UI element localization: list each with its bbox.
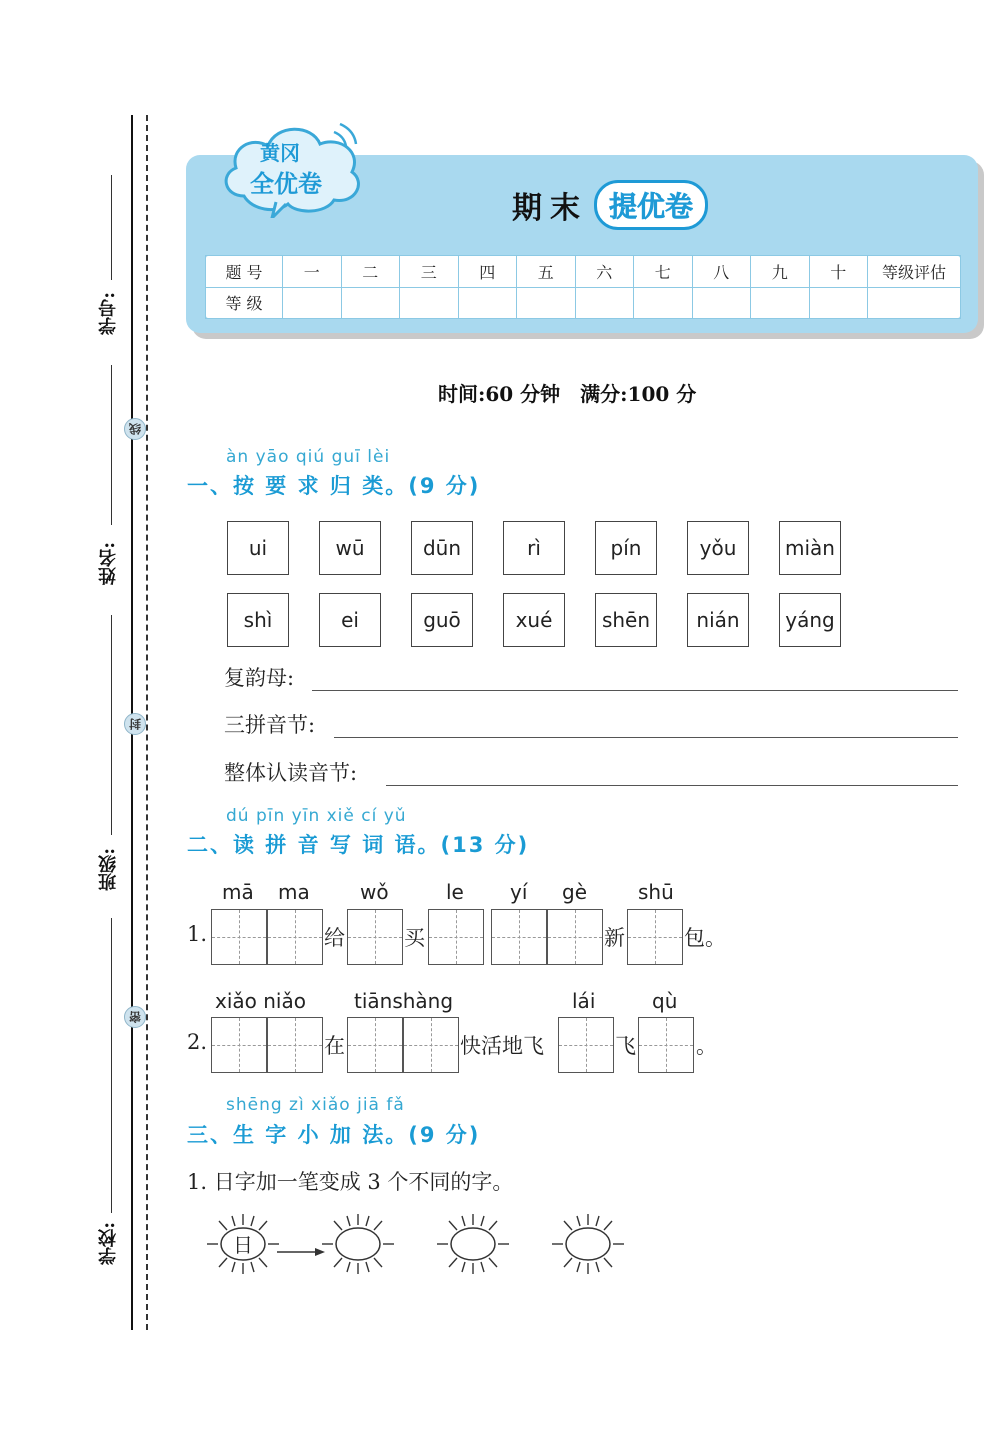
title-pill: 提优卷	[594, 180, 708, 230]
score-cell: 三	[400, 256, 459, 288]
school-blank[interactable]	[111, 1168, 112, 1208]
grade-cell[interactable]	[575, 287, 634, 319]
seal-tag: 封	[124, 713, 146, 735]
sentence-text: 飞	[615, 1034, 636, 1058]
fill-label-compound-finals: 复韵母:	[224, 666, 295, 690]
grade-cell[interactable]	[400, 287, 459, 319]
score-cell: 等级评估	[868, 256, 961, 288]
school-label: 学校:	[98, 1222, 119, 1265]
pinyin-prompt: shū	[638, 880, 674, 904]
writing-box[interactable]	[638, 1017, 694, 1073]
pinyin-card: rì	[503, 521, 565, 575]
sentence-text: 在	[324, 1034, 345, 1058]
score-cell: 四	[458, 256, 517, 288]
pinyin-card: shēn	[595, 593, 657, 647]
name-blank[interactable]	[111, 615, 112, 835]
writing-box[interactable]	[547, 909, 603, 965]
pinyin-card: dūn	[411, 521, 473, 575]
pinyin-prompt: le	[446, 880, 464, 904]
sun-diagram	[205, 1210, 625, 1280]
page-title	[512, 180, 708, 230]
pinyin-prompt: wǒ	[360, 880, 389, 904]
secret-tag: 密	[124, 1006, 146, 1028]
binding-dashed-line	[146, 115, 148, 1330]
score-cell: 题 号	[206, 256, 283, 288]
student-id-label: 学号:	[98, 292, 119, 335]
exam-info: 时间:60 分钟 满分:100 分	[438, 382, 697, 406]
writing-box[interactable]	[403, 1017, 459, 1073]
section3-title: 三、生 字 小 加 法。(9 分)	[187, 1123, 481, 1147]
pinyin-prompt: qù	[652, 989, 678, 1013]
grade-cell[interactable]	[809, 287, 868, 319]
question-number: 1.	[187, 922, 208, 946]
line-tag: 线	[124, 418, 146, 440]
pinyin-card: yáng	[779, 593, 841, 647]
pinyin-card: xué	[503, 593, 565, 647]
writing-box[interactable]	[558, 1017, 614, 1073]
score-cell: 六	[575, 256, 634, 288]
class-label: 班级:	[98, 848, 119, 891]
pinyin-prompt: lái	[572, 989, 596, 1013]
title-main: 期末	[512, 191, 588, 226]
sun-answer[interactable]	[322, 1214, 394, 1274]
pinyin-prompt: mā	[222, 880, 254, 904]
question-number: 2.	[187, 1030, 208, 1054]
pinyin-card: yǒu	[687, 521, 749, 575]
grade-cell[interactable]	[692, 287, 751, 319]
grade-cell[interactable]	[283, 287, 342, 319]
score-table-header-row	[206, 256, 961, 288]
grade-label: 等 级	[206, 287, 283, 319]
pinyin-card: miàn	[779, 521, 841, 575]
writing-box[interactable]	[627, 909, 683, 965]
score-cell: 七	[634, 256, 693, 288]
pinyin-card: pín	[595, 521, 657, 575]
arrow-icon	[277, 1248, 325, 1256]
writing-box[interactable]	[211, 1017, 267, 1073]
brand-cloud-logo	[216, 118, 366, 218]
score-cell: 一	[283, 256, 342, 288]
fill-label-whole-syllables: 整体认读音节:	[224, 761, 358, 785]
sentence-text: 包。	[684, 926, 726, 950]
score-cell: 九	[751, 256, 810, 288]
pinyin-prompt: yí	[510, 880, 528, 904]
writing-box[interactable]	[267, 909, 323, 965]
score-cell: 十	[809, 256, 868, 288]
sentence-text: 给	[324, 926, 345, 950]
pinyin-card: wū	[319, 521, 381, 575]
answer-line-compound-finals[interactable]	[312, 690, 958, 691]
writing-box[interactable]	[211, 909, 267, 965]
writing-box[interactable]	[491, 909, 547, 965]
writing-box[interactable]	[428, 909, 484, 965]
pinyin-card: guō	[411, 593, 473, 647]
grade-cell[interactable]	[751, 287, 810, 319]
score-cell: 八	[692, 256, 751, 288]
student-id-blank[interactable]	[111, 175, 112, 280]
grade-cell[interactable]	[458, 287, 517, 319]
sentence-text: 买	[404, 926, 425, 950]
brand-line2: 全优卷	[250, 170, 322, 198]
pinyin-prompt: xiǎo niǎo	[215, 989, 306, 1013]
pinyin-card: ei	[319, 593, 381, 647]
section1-title: 一、按 要 求 归 类。(9 分)	[187, 474, 481, 498]
writing-box[interactable]	[347, 1017, 403, 1073]
grade-cell[interactable]	[634, 287, 693, 319]
grade-cell[interactable]	[517, 287, 576, 319]
pinyin-prompt: tiānshàng	[354, 989, 454, 1013]
section3-pinyin: shēng zì xiǎo jiā fǎ	[226, 1095, 405, 1115]
name-label: 姓名:	[98, 542, 119, 585]
sun-answer[interactable]	[437, 1214, 509, 1274]
answer-line-three-part-syllables[interactable]	[334, 737, 958, 738]
score-table-grade-row	[206, 287, 961, 319]
sun-source-char: 日	[233, 1233, 253, 1257]
pinyin-prompt: ma	[278, 880, 310, 904]
pinyin-prompt: gè	[562, 880, 587, 904]
fill-label-three-part-syllables: 三拼音节:	[224, 713, 316, 737]
sentence-text: 。	[696, 1034, 717, 1058]
sun-answer[interactable]	[552, 1214, 624, 1274]
brand-line1: 黄冈	[260, 141, 300, 165]
answer-line-whole-syllables[interactable]	[386, 785, 958, 786]
sentence-text: 新	[604, 926, 625, 950]
section2-title: 二、读 拼 音 写 词 语。(13 分)	[187, 833, 530, 857]
section1-pinyin: àn yāo qiú guī lèi	[226, 447, 391, 467]
sun-source	[207, 1214, 279, 1274]
sentence-text: 快活地飞	[460, 1034, 544, 1058]
writing-box[interactable]	[267, 1017, 323, 1073]
score-table	[205, 255, 961, 319]
score-cell: 五	[517, 256, 576, 288]
grade-cell[interactable]	[341, 287, 400, 319]
pinyin-card: shì	[227, 593, 289, 647]
pinyin-card: ui	[227, 521, 289, 575]
writing-box[interactable]	[347, 909, 403, 965]
grade-cell[interactable]	[868, 287, 961, 319]
pinyin-card: nián	[687, 593, 749, 647]
section2-pinyin: dú pīn yīn xiě cí yǔ	[226, 806, 407, 826]
blank-line	[111, 365, 112, 525]
section3-question-1: 1. 日字加一笔变成 3 个不同的字。	[187, 1170, 514, 1194]
score-cell: 二	[341, 256, 400, 288]
